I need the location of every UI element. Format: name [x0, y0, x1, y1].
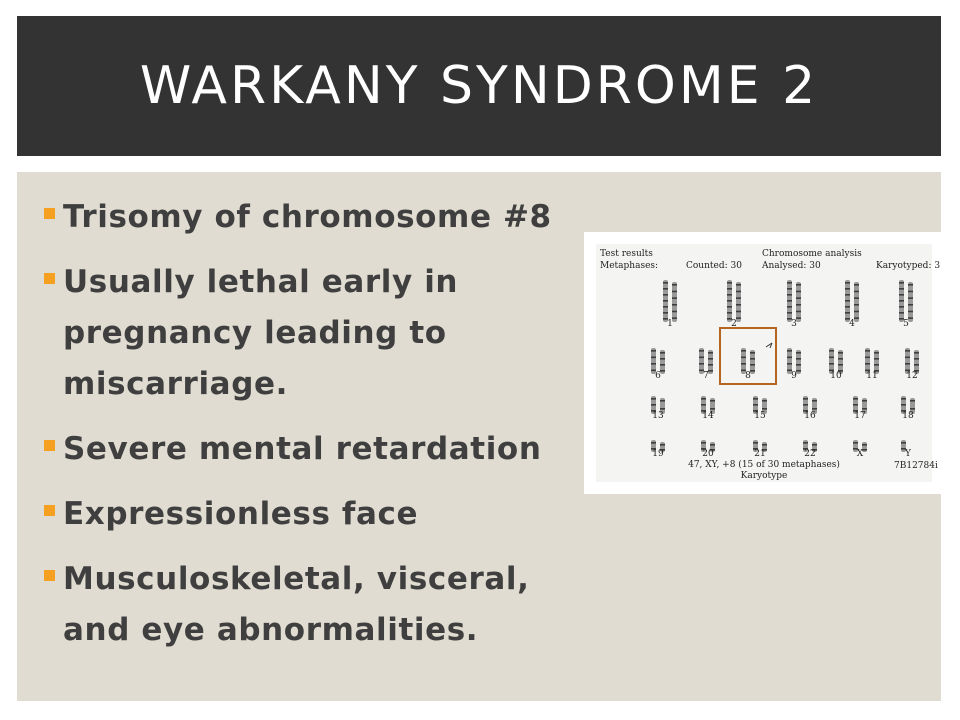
bullet-item — [44, 554, 604, 656]
chromosome-band — [727, 312, 732, 314]
chromosome-band — [874, 358, 879, 360]
square-bullet-icon — [44, 273, 55, 284]
chromosome-band — [753, 442, 758, 444]
chromosome-band — [708, 352, 713, 354]
chromosome-band — [762, 400, 767, 402]
bullet-line: Severe mental retardation — [63, 431, 542, 467]
bullet-item — [44, 192, 604, 243]
chromosome-band — [701, 404, 706, 406]
chromosome-band — [862, 400, 867, 402]
chromosome-number-label: 8 — [745, 371, 751, 381]
chromosome-band — [787, 306, 792, 308]
chromosome-band — [750, 352, 755, 354]
chromosome-number-label: 12 — [906, 371, 918, 381]
chromosome-band — [908, 297, 913, 299]
chromosome-number-label: 7 — [703, 371, 709, 381]
chromosome-band — [727, 300, 732, 302]
chromosome-band — [812, 444, 817, 446]
chromosome-band — [660, 400, 665, 402]
chromosome-band — [905, 350, 910, 352]
chromosome-band — [672, 311, 677, 313]
chromosome-band — [838, 352, 843, 354]
chromosome-band — [736, 297, 741, 299]
bullet-line: pregnancy leading to — [63, 315, 447, 351]
chromosome-band — [796, 304, 801, 306]
chromosome-band — [762, 444, 767, 446]
chromosome-band — [796, 297, 801, 299]
chromosome-band — [727, 294, 732, 296]
chromosome-band — [796, 352, 801, 354]
square-bullet-icon — [44, 570, 55, 581]
chromosome-band — [899, 294, 904, 296]
chromosome-band — [910, 400, 915, 402]
bullet-item — [44, 424, 604, 475]
chromosome-band — [787, 357, 792, 359]
chromosome-band — [651, 398, 656, 400]
chromosome-band — [845, 288, 850, 290]
chromosome-number-label: 18 — [902, 411, 914, 421]
chromosome-band — [708, 358, 713, 360]
chromosome-band — [908, 284, 913, 286]
chromosome-band — [812, 408, 817, 410]
chromosome-band — [899, 300, 904, 302]
chromosome-band — [663, 300, 668, 302]
chromosome-band — [663, 312, 668, 314]
bullet-line: miscarriage. — [63, 366, 288, 402]
chromosome-band — [672, 284, 677, 286]
chromosome-band — [829, 357, 834, 359]
chromosome-band — [727, 306, 732, 308]
chromosome-band — [663, 282, 668, 284]
chromosome-band — [845, 282, 850, 284]
square-bullet-icon — [44, 208, 55, 219]
chromosome-band — [845, 300, 850, 302]
chromosome-band — [651, 404, 656, 406]
chromosome-number-label: 15 — [754, 411, 766, 421]
chromosome-number-label: 16 — [804, 411, 816, 421]
chromosome-number-label: 13 — [652, 411, 664, 421]
chromosome-band — [736, 284, 741, 286]
chromosome-band — [741, 357, 746, 359]
chromosome-band — [812, 400, 817, 402]
chromosome-number-label: 10 — [830, 371, 842, 381]
test-results-label: Test results — [600, 249, 653, 259]
chromosome-band — [854, 297, 859, 299]
chromosome-number-label: 19 — [652, 449, 664, 459]
chromosome-band — [736, 291, 741, 293]
chromosome-band — [865, 357, 870, 359]
chromosome-band — [753, 404, 758, 406]
chromosome — [736, 282, 741, 322]
chromosome-band — [901, 404, 906, 406]
chromosome-band — [663, 288, 668, 290]
chromosome-band — [838, 358, 843, 360]
chromosome-band — [701, 442, 706, 444]
chromosome-band — [736, 304, 741, 306]
chromosome-band — [787, 312, 792, 314]
chromosome-band — [899, 312, 904, 314]
chromosome-band — [905, 357, 910, 359]
chromosome-number-label: 3 — [791, 319, 797, 329]
chromosome-band — [862, 444, 867, 446]
chromosome-band — [803, 404, 808, 406]
chromosome-band — [914, 364, 919, 366]
chromosome-number-label: Y — [905, 449, 911, 459]
chromosome-band — [699, 350, 704, 352]
chromosome-band — [901, 442, 906, 444]
metaphases-label: Metaphases: — [600, 261, 659, 271]
chromosome-band — [874, 364, 879, 366]
chromosome-band — [854, 311, 859, 313]
chromosome-band — [672, 304, 677, 306]
chromosome-band — [865, 350, 870, 352]
chromosome-band — [787, 363, 792, 365]
chromosome-number-label: 4 — [849, 319, 855, 329]
chromosome-band — [796, 311, 801, 313]
chromosome-band — [727, 288, 732, 290]
chromosome-number-label: 14 — [702, 411, 714, 421]
chromosome-band — [914, 352, 919, 354]
chromosome-band — [750, 364, 755, 366]
chromosome-band — [803, 442, 808, 444]
chromosome-analysis-label: Chromosome analysis — [762, 249, 862, 259]
chromosome-number-label: X — [856, 449, 864, 459]
chromosome — [908, 282, 913, 322]
chromosome-band — [914, 358, 919, 360]
chromosome-band — [796, 358, 801, 360]
chromosome-band — [899, 306, 904, 308]
chromosome-band — [663, 306, 668, 308]
chromosome-band — [787, 294, 792, 296]
chromosome-band — [908, 304, 913, 306]
chromosome-band — [727, 282, 732, 284]
chromosome-band — [865, 363, 870, 365]
bullet-item — [44, 257, 604, 410]
chromosome-number-label: 6 — [655, 371, 661, 381]
square-bullet-icon — [44, 440, 55, 451]
chromosome-band — [899, 288, 904, 290]
chromosome-band — [701, 398, 706, 400]
karyotype-image — [596, 244, 941, 482]
chromosome-band — [750, 358, 755, 360]
chromosome-band — [762, 408, 767, 410]
bullet-item — [44, 489, 604, 540]
bullet-line: and eye abnormalities. — [63, 612, 479, 648]
chromosome-band — [862, 408, 867, 410]
chromosome-band — [796, 291, 801, 293]
chromosome-band — [651, 350, 656, 352]
chromosome-band — [663, 294, 668, 296]
chromosome-band — [854, 304, 859, 306]
karyotype-caption: Karyotype — [740, 471, 788, 481]
chromosome-number-label: 5 — [903, 319, 909, 329]
chromosome-band — [853, 442, 858, 444]
chromosome-band — [699, 357, 704, 359]
slide-title: WARKANY SYNDROME 2 — [139, 56, 819, 116]
chromosome-band — [741, 350, 746, 352]
counted-label: Counted: 30 — [686, 261, 742, 271]
chromosome-band — [910, 408, 915, 410]
chromosome-band — [787, 288, 792, 290]
chromosome-band — [845, 306, 850, 308]
chromosome-band — [710, 408, 715, 410]
chromosome-band — [845, 294, 850, 296]
chromosome-number-label: 20 — [702, 449, 714, 459]
chromosome-band — [651, 442, 656, 444]
chromosome-band — [651, 363, 656, 365]
chromosome-band — [829, 350, 834, 352]
chromosome-band — [672, 291, 677, 293]
chromosome-band — [908, 311, 913, 313]
chromosome-band — [796, 284, 801, 286]
chromosome-band — [736, 311, 741, 313]
chromosome-band — [660, 444, 665, 446]
chromosome — [796, 282, 801, 322]
chromosome-band — [660, 408, 665, 410]
chromosome — [854, 282, 859, 322]
bullet-line: Musculoskeletal, visceral, — [63, 561, 530, 597]
chromosome-band — [908, 291, 913, 293]
chromosome-band — [741, 363, 746, 365]
bullet-line: Usually lethal early in — [63, 264, 459, 300]
chromosome-band — [787, 282, 792, 284]
bullet-line: Trisomy of chromosome #8 — [63, 199, 552, 235]
chromosome-band — [651, 357, 656, 359]
chromosome-band — [753, 398, 758, 400]
chromosome-band — [672, 297, 677, 299]
chromosome-band — [803, 398, 808, 400]
chromosome-number-label: 17 — [854, 411, 866, 421]
chromosome-band — [787, 350, 792, 352]
chromosome-band — [829, 363, 834, 365]
chromosome-band — [901, 398, 906, 400]
chromosome-number-label: 9 — [791, 371, 797, 381]
bullet-list — [44, 192, 604, 670]
chromosome-band — [899, 282, 904, 284]
chromosome-band — [660, 364, 665, 366]
chromosome-band — [905, 363, 910, 365]
chromosome-band — [708, 364, 713, 366]
square-bullet-icon — [44, 505, 55, 516]
chromosome-band — [845, 312, 850, 314]
chromosome-band — [710, 400, 715, 402]
analysed-label: Analysed: 30 — [762, 261, 821, 271]
karyotyped-label: Karyotyped: 3 — [876, 261, 941, 271]
chromosome-band — [853, 398, 858, 400]
chromosome — [672, 282, 677, 322]
karyotype-result: 47, XY, +8 (15 of 30 metaphases) — [688, 460, 840, 470]
chromosome-number-label: 22 — [804, 449, 816, 459]
title-bar — [17, 16, 941, 156]
chromosome-number-label: 1 — [667, 319, 673, 329]
chromosome-number-label: 2 — [731, 319, 737, 329]
chromosome-band — [699, 363, 704, 365]
chromosome-band — [853, 404, 858, 406]
karyotype-photo-frame — [584, 232, 944, 494]
chromosome-band — [838, 364, 843, 366]
image-code: 7B12784i — [894, 461, 938, 471]
chromosome-number-label: 21 — [754, 449, 766, 459]
chromosome-band — [874, 352, 879, 354]
chromosome-band — [796, 364, 801, 366]
chromosome-band — [660, 352, 665, 354]
chromosome-band — [660, 358, 665, 360]
chromosome-band — [854, 284, 859, 286]
chromosome-band — [854, 291, 859, 293]
chromosome-number-label: 11 — [866, 371, 878, 381]
chromosome-band — [710, 444, 715, 446]
chromosome-band — [787, 300, 792, 302]
bullet-line: Expressionless face — [63, 496, 419, 532]
